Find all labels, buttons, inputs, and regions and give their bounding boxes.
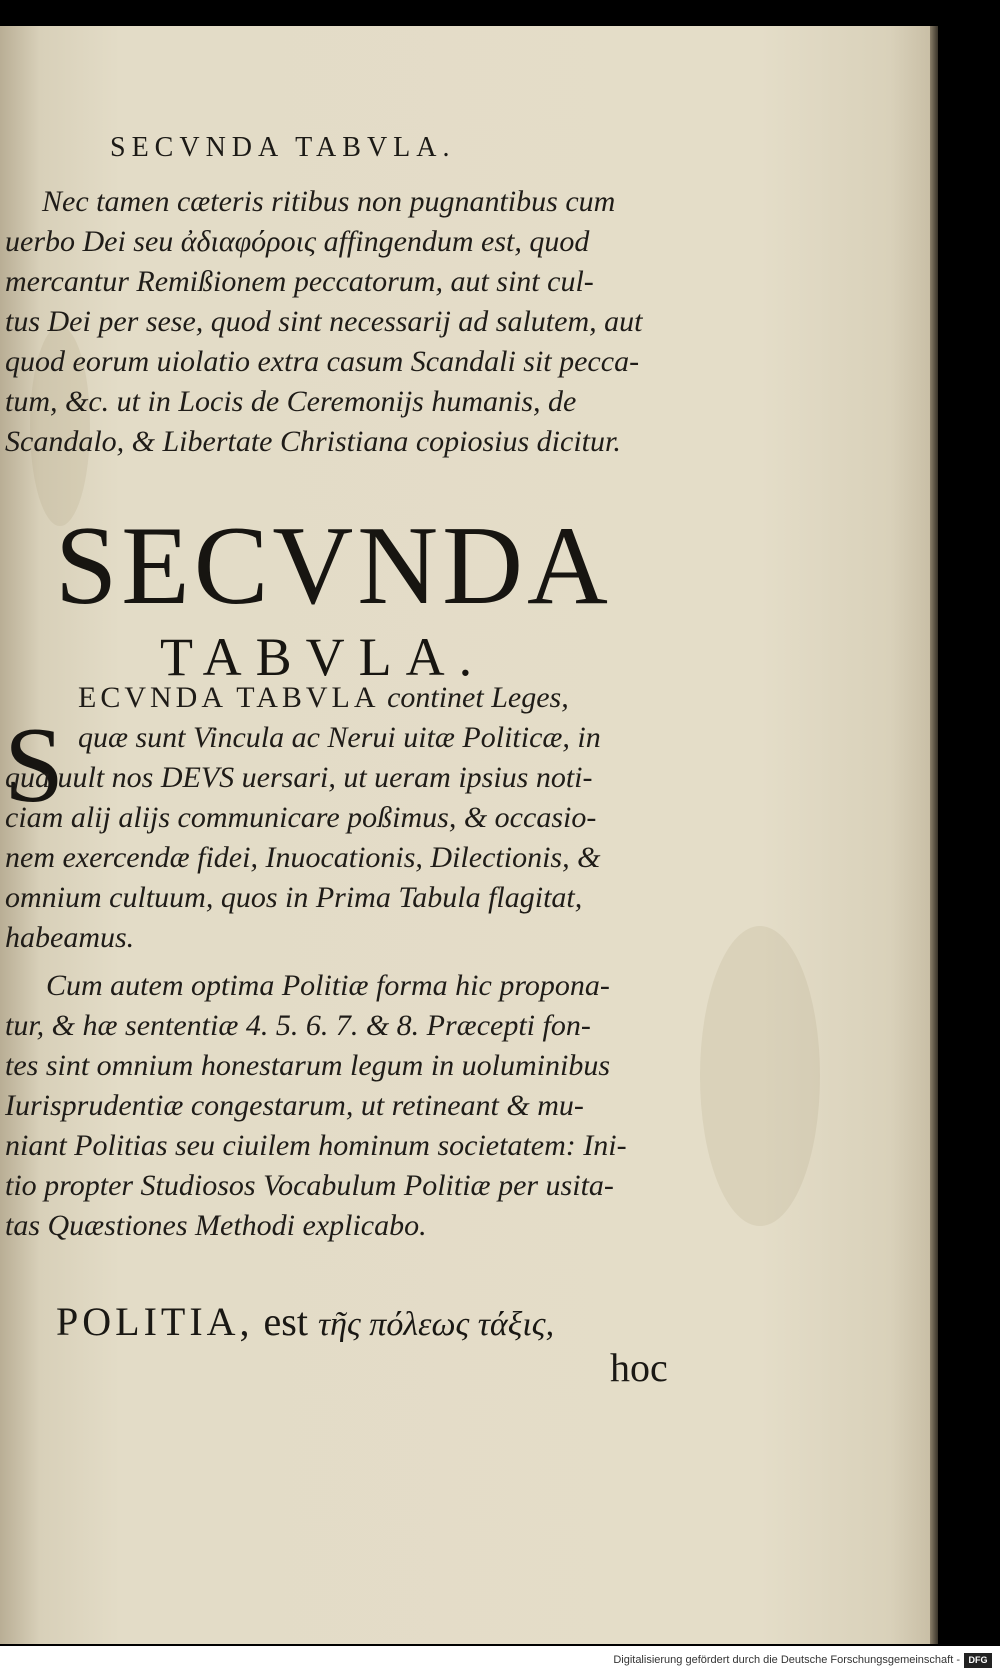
small-caps-text: ECVNDA TABVLA <box>78 681 380 714</box>
text-line: tes sint omnium honestarum legum in uoluminibus <box>5 1049 610 1082</box>
footer-bar <box>0 1646 1000 1678</box>
text-fragment: est <box>253 1299 318 1344</box>
text-line: mercantur Remißionem peccatorum, aut sint cul- <box>5 265 594 298</box>
running-head: SECVNDA TABVLA. <box>110 132 456 163</box>
text-line: qua uult nos DEVS uersari, ut ueram ipsius noti- <box>5 761 593 794</box>
dfg-logo: DFG <box>964 1653 992 1668</box>
text-line: Nec tamen cæteris ritibus non pugnantibus cum <box>42 185 616 218</box>
text-line: quæ sunt Vincula ac Nerui uitæ Politicæ, in <box>78 721 601 754</box>
text-line: tas Quæstiones Methodi explicabo. <box>5 1209 427 1242</box>
footer-credit: Digitalisierung gefördert durch die Deutsche Forschungsgemeinschaft - <box>613 1654 960 1666</box>
text-line: habeamus. <box>5 921 135 954</box>
text-line: tum, &c. ut in Locis de Ceremonijs humanis, de <box>5 385 577 418</box>
book-page <box>0 26 930 1644</box>
text-line: tur, & hæ sententiæ 4. 5. 6. 7. & 8. Præcepti fon- <box>5 1009 591 1042</box>
text-line: uerbo Dei seu ἀδιαφόροις affingendum est, quod <box>5 225 590 258</box>
text-line: omnium cultuum, quos in Prima Tabula flagitat, <box>5 881 583 914</box>
section-subtitle: TABVLA. <box>160 627 487 687</box>
section-title: SECVNDA <box>55 504 612 628</box>
text-line: Scandalo, & Libertate Christiana copiosius dicitur. <box>5 425 621 458</box>
politia-heading: POLITIA, <box>56 1299 254 1344</box>
text-line: niant Politias seu ciuilem hominum societatem: Ini- <box>5 1129 627 1162</box>
text-fragment: continet Leges, <box>379 681 569 714</box>
drop-cap: S <box>4 706 65 825</box>
text-line <box>78 678 728 718</box>
greek-text: τῆς πόλεως τάξις, <box>317 1306 555 1343</box>
text-line: ciam alij alijs communicare poßimus, & occasio- <box>5 801 597 834</box>
text-line: Iurisprudentiæ congestarum, ut retineant & mu- <box>5 1089 584 1122</box>
paper-stain <box>700 926 820 1226</box>
text-line: tus Dei per sese, quod sint necessarij ad salutem, aut <box>5 305 643 338</box>
page-edge <box>930 26 938 1644</box>
catchword: hoc <box>610 1345 668 1390</box>
politia-definition <box>56 1298 554 1345</box>
text-line: Cum autem optima Politiæ forma hic propona- <box>46 969 610 1002</box>
text-line: tio propter Studiosos Vocabulum Politiæ per usita- <box>5 1169 614 1202</box>
text-line: quod eorum uiolatio extra casum Scandali sit pecca- <box>5 345 640 378</box>
text-line: nem exercendæ fidei, Inuocationis, Dilectionis, & <box>5 841 601 874</box>
